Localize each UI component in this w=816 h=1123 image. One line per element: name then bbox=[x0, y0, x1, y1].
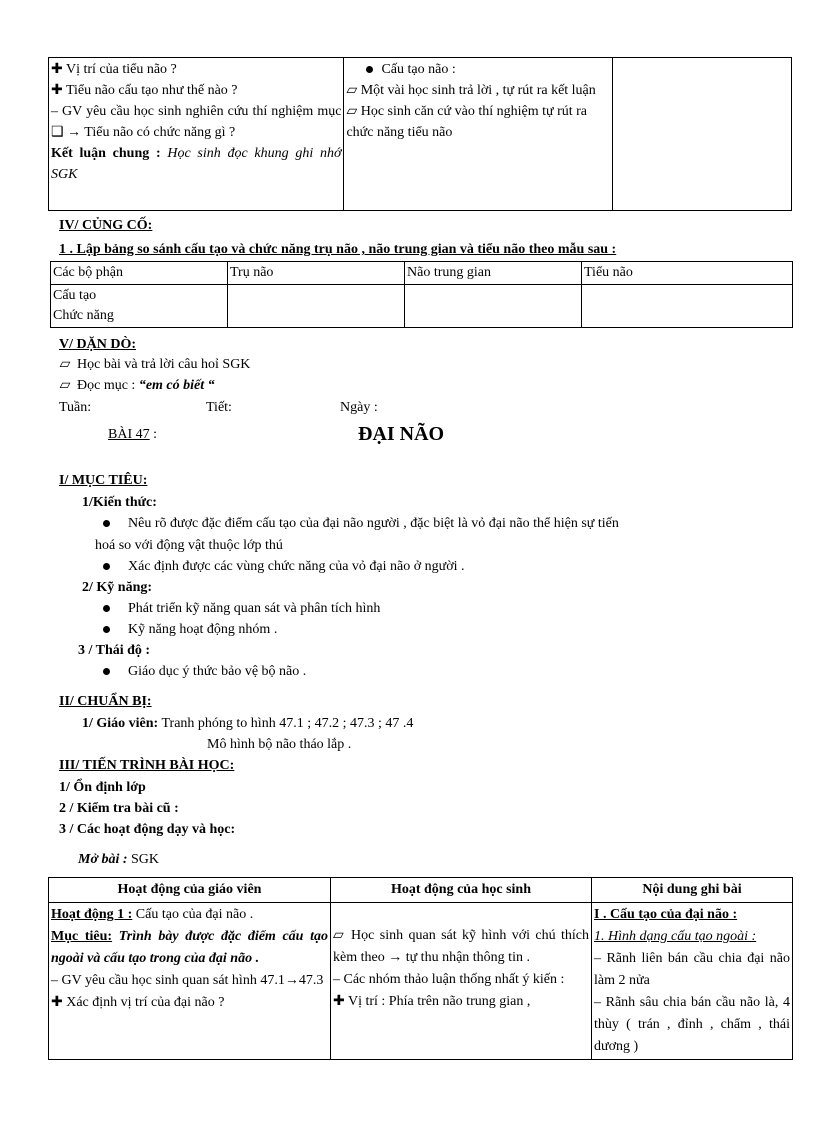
comparison-cell bbox=[405, 285, 582, 328]
comparison-header: Tiểu não bbox=[582, 262, 793, 285]
top-table bbox=[48, 57, 792, 211]
section-v-item: ▱ Học bài và trả lời câu hoỉ SGK bbox=[59, 355, 250, 375]
top-table-student-cell bbox=[344, 58, 613, 211]
content-title: I . Cấu tạo của đại não : bbox=[594, 907, 738, 922]
content-line: – Rãnh liên bán cầu chia đại não làm 2 nửa bbox=[594, 951, 790, 988]
top-table-conclusion bbox=[51, 143, 341, 185]
skill-item: Phát triển kỹ năng quan sát và phân tích hình bbox=[103, 599, 380, 619]
introduction: Mở bài : SGK bbox=[78, 852, 160, 867]
section-v-item: ▱ Đọc mục : “em có biết “ bbox=[59, 376, 215, 396]
activity-table bbox=[48, 877, 793, 1060]
top-table-line: ✚ Tiểu não cấu tạo như thế nào ? bbox=[51, 83, 238, 98]
activity-header: Hoạt động của học sinh bbox=[331, 878, 592, 903]
top-table-notes-cell bbox=[613, 58, 792, 211]
attitude-item: Giáo dục ý thức bảo vệ bộ não . bbox=[103, 662, 306, 682]
section-iv-title: IV/ CỦNG CỐ: bbox=[59, 218, 153, 233]
section-iii-title: III/ TIẾN TRÌNH BÀI HỌC: bbox=[59, 758, 235, 773]
objective-item: Nêu rõ được đặc điểm cấu tạo của đại não người , đặc biệt là vỏ đại não thể hiện sự tiến bbox=[103, 514, 619, 534]
step-1: 1/ Ổn định lớp bbox=[59, 780, 146, 795]
period-label: Tiết: bbox=[206, 400, 232, 415]
top-table-line: – GV yêu cầu học sinh nghiên cứu thí nghiệm mục ❑ → Tiểu não có chức năng gì ? bbox=[51, 104, 342, 140]
bullet-icon bbox=[103, 563, 110, 570]
bullet-icon bbox=[366, 66, 373, 73]
bullet-icon bbox=[103, 605, 110, 612]
student-response: ▱ Học sinh quan sát kỹ hình với chú thích kèm theo → tự thu nhận thông tin . bbox=[333, 928, 589, 965]
skills-heading: 2/ Kỹ năng: bbox=[82, 580, 153, 595]
section-i-title: I/ MỤC TIÊU: bbox=[59, 473, 148, 488]
teacher-prep: 1/ Giáo viên: Tranh phóng to hình 47.1 ; 47.2 ; 47.3 ; 47 .4 bbox=[82, 716, 414, 731]
lesson-label: BÀI 47 : bbox=[108, 427, 158, 442]
comparison-header: Não trung gian bbox=[405, 262, 582, 285]
student-activity-cell bbox=[331, 903, 592, 1060]
knowledge-heading: 1/Kiến thức: bbox=[82, 495, 157, 510]
conclusion-label: Kết luận chung : bbox=[51, 146, 161, 161]
comparison-cell bbox=[582, 285, 793, 328]
top-table-line: ▱ Một vài học sinh trả lời , tự rút ra kết luận bbox=[346, 83, 596, 98]
step-2: 2 / Kiểm tra bài cũ : bbox=[59, 801, 179, 816]
comparison-row-labels: Cấu tạo Chức năng bbox=[51, 285, 228, 328]
bullet-icon bbox=[103, 668, 110, 675]
objective-item-continued: hoá so với động vật thuộc lớp thú bbox=[95, 538, 283, 553]
step-3: 3 / Các hoạt động dạy và học: bbox=[59, 822, 236, 837]
activity-header: Nội dung ghi bài bbox=[592, 878, 793, 903]
attitude-heading: 3 / Thái độ : bbox=[78, 643, 151, 658]
dash-icon: ▱ bbox=[59, 357, 71, 372]
activity-objective: Mục tiêu: Trình bày được đặc điểm cấu tạo ngoài và cấu tạo trong của đại não . bbox=[51, 929, 328, 966]
teacher-prep-continued: Mô hình bộ não tháo lắp . bbox=[207, 737, 352, 752]
bullet-icon bbox=[103, 520, 110, 527]
top-table-line: ▱ Học sinh căn cứ vào thí nghiệm tự rút ra chức năng tiểu não bbox=[346, 104, 588, 140]
section-ii-title: II/ CHUẨN BỊ: bbox=[59, 694, 152, 709]
activity-header: Hoạt động của giáo viên bbox=[49, 878, 331, 903]
week-label: Tuần: bbox=[59, 400, 92, 415]
bullet-icon bbox=[103, 626, 110, 633]
conclusion-text: Học sinh đọc khung ghi nhớ SGK bbox=[51, 146, 342, 182]
comparison-header: Trụ não bbox=[228, 262, 405, 285]
skill-item: Kỹ năng hoạt động nhóm . bbox=[103, 620, 277, 640]
comparison-header: Các bộ phận bbox=[51, 262, 228, 285]
date-label: Ngày : bbox=[340, 400, 378, 415]
top-table-teacher-cell bbox=[49, 58, 344, 211]
content-line: – Rãnh sâu chia bán cầu não là, 4 thùy ( trán , đỉnh , chẩm , thái dương ) bbox=[594, 995, 790, 1054]
top-table-line: ✚ Vị trí của tiểu não ? bbox=[51, 62, 177, 77]
objective-item: Xác định được các vùng chức năng của vỏ đại não ở người . bbox=[103, 557, 465, 577]
content-subtitle: 1. Hình dạng cấu tạo ngoài : bbox=[594, 929, 757, 944]
comparison-cell bbox=[228, 285, 405, 328]
section-v-title: V/ DẶN DÒ: bbox=[59, 337, 136, 352]
lesson-content-cell bbox=[592, 903, 793, 1060]
top-table-line: Cấu tạo não : bbox=[346, 59, 610, 80]
section-iv-task: 1 . Lập bảng so sánh cấu tạo và chức năng trụ não , não trung gian và tiểu não theo mẫu sau : bbox=[59, 242, 617, 257]
student-response: ✚ Vị trí : Phía trên não trung gian , bbox=[333, 994, 531, 1009]
student-response: – Các nhóm thảo luận thống nhất ý kiến : bbox=[333, 972, 565, 987]
activity-heading: Hoạt động 1 : Cấu tạo của đại não . bbox=[51, 907, 254, 922]
teacher-question: ✚ Xác định vị trí của đại não ? bbox=[51, 995, 225, 1010]
teacher-instruction: – GV yêu cầu học sinh quan sát hình 47.1→47.3 bbox=[51, 973, 324, 988]
lesson-title: ĐẠI NÃO bbox=[358, 423, 445, 445]
comparison-table bbox=[50, 261, 793, 328]
dash-icon: ▱ bbox=[59, 378, 71, 393]
teacher-activity-cell bbox=[49, 903, 331, 1060]
